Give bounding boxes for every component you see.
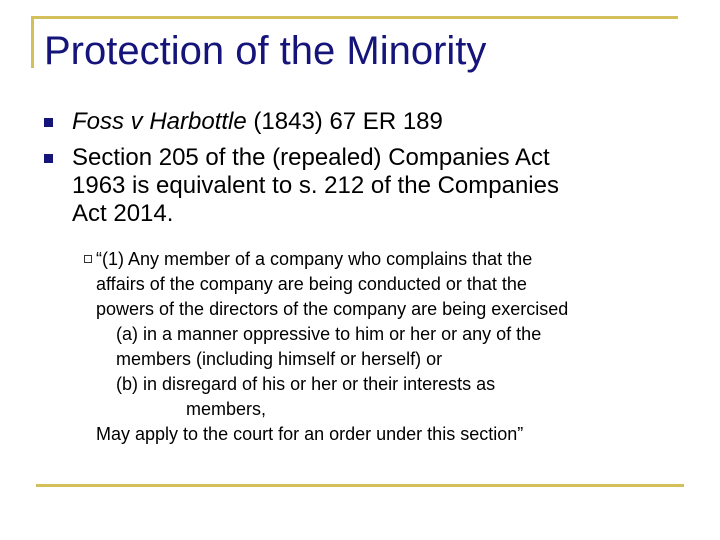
quote-line: members (including himself or herself) or [116, 349, 443, 369]
quote-line: (a) in a manner oppressive to him or her or any of the [116, 324, 542, 344]
bullet-line: Act 2014. [72, 200, 174, 227]
slide-title: Protection of the Minority [44, 29, 487, 73]
case-name: Foss v Harbottle [72, 108, 247, 135]
quote-line: “(1) Any member of a company who complains that the [96, 249, 533, 269]
square-bullet-icon [44, 118, 53, 127]
quote-line: May apply to the court for an order under this section” [96, 424, 524, 444]
frame-top-rule [31, 16, 678, 19]
quote-line: powers of the directors of the company are being exercised [96, 299, 569, 319]
quote-line: (b) in disregard of his or her or their interests as [116, 374, 496, 394]
frame-bottom-rule [36, 484, 684, 487]
bullet-line: 1963 is equivalent to s. 212 of the Companies [72, 172, 559, 199]
case-citation: (1843) 67 ER 189 [246, 108, 443, 135]
frame-left-rule [31, 16, 34, 68]
hollow-square-bullet-icon [84, 255, 92, 263]
quote-line: affairs of the company are being conducted or that the [96, 274, 527, 294]
square-bullet-icon [44, 154, 53, 163]
bullet-line: Section 205 of the (repealed) Companies Act [72, 144, 550, 171]
quote-line: members, [186, 399, 267, 419]
